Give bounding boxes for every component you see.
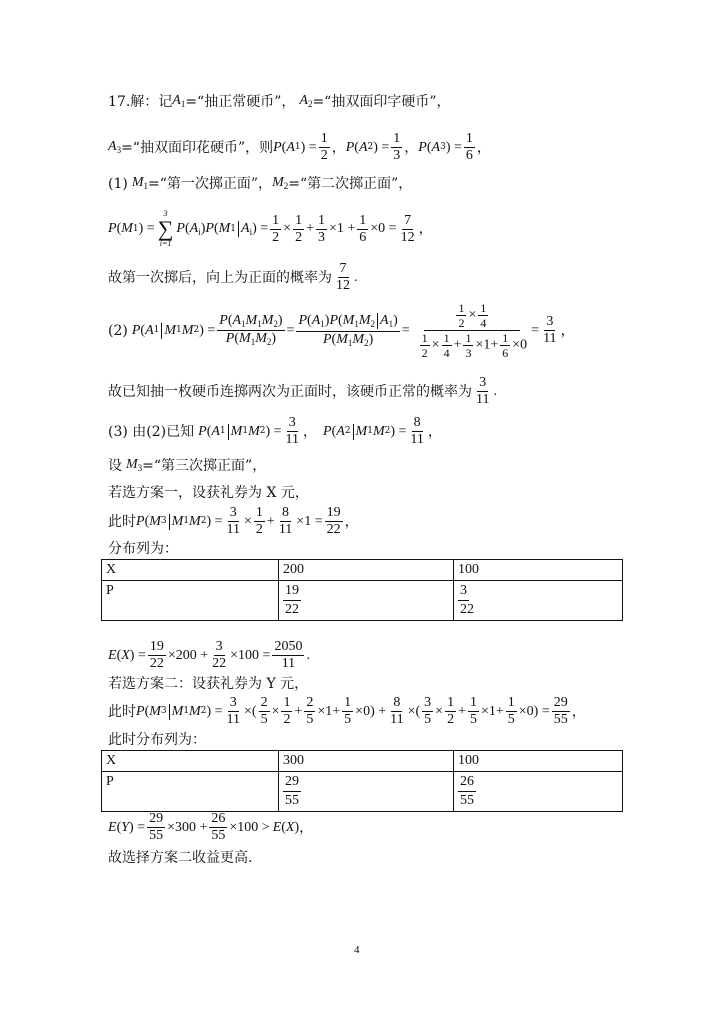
line-9: 设 $M_3$ =“第三次掷正面”， xyxy=(108,457,267,474)
line-12: 分布列为： xyxy=(108,541,178,557)
table-row: X 300 100 xyxy=(102,751,623,772)
page-number: 4 xyxy=(354,944,360,956)
sigma-symbol: 3 ∑ i=1 xyxy=(157,209,174,248)
line-11-formula: 此时 P ( M 3 M 1 M 2 ) = $\frac{3}{11}$ × $\frac{1}{2}$ + $\frac{8}{11}$ ×1 = $\frac{19}{22}$ ， xyxy=(108,505,359,537)
line-10: 若选方案一，设获礼券为 X 元， xyxy=(108,485,309,501)
line-5: 故第一次掷后，向上为正面的概率为 7 12 . xyxy=(108,261,358,293)
line-7: 故已知抽一枚硬币连掷两次为正面时，该硬币正常的概率为 3 11 . xyxy=(108,375,497,407)
line-18: 故选择方案二收益更高. xyxy=(108,850,253,866)
table-row: P $\frac{19}{22}$ $\frac{3}{22}$ xyxy=(102,581,623,621)
distribution-table-2 xyxy=(101,750,623,812)
line-4-formula: P ( M 1 ) = 3 ∑ i=1 P ( $A_i$ ) P ( M 1 $A_i$ ) = $\frac{1}{2}$ × $\frac{1}{2}$ + $\frac{1}{3}$ ×1 + $\frac{1}{6}$ ×0 = $\frac{7}{12}$ ， xyxy=(108,209,433,248)
frac: $\frac{1}{2}$ xyxy=(320,131,328,163)
line-3: (1) $M_1$ =“第一次掷正面”， $M_2$ =“第二次掷正面”， xyxy=(108,175,413,192)
line-6-formula: (2) P ( A 1 M 1 M 2 ) = $\frac{P(A_1M_1M_2)}{P(M_1M_2)}$ = $\frac{P(A_1)P(M_1M_2 A_1)}{P(M_1M_2)}$ = $\frac{1}{2}$ × $\frac{1}{4}$ $\frac{1}{2}$ × $\frac{1}{4}$ + $\frac{1}{3}$ ×1+ $\frac{1}{6}$ ×0 = $\frac{3}{11}$ ， xyxy=(108,301,575,360)
line-1: 17.解：记 $A_1$ =“抽正常硬币”， $A_2$ =“抽双面印字硬币”， xyxy=(108,93,451,110)
line-8: (3) 由(2)已知 P ( A 1 M 1 M 2 ) = $\frac{3}{11}$ ， P ( A 2 M 1 M 2 ) = $\frac{8}{11}$ ， xyxy=(108,415,442,447)
distribution-table-1 xyxy=(101,559,623,621)
line-2: $A_3$ =“抽双面印花硬币”，则 P ( A 1 ) = $\frac{1}{2}$ ， P ( A 2 ) = $\frac{1}{3}$ ， P ( A 3 ) = $\frac{1}{6}$ ， xyxy=(108,131,491,163)
line-13-formula: E ( X ) = $\frac{19}{22}$ ×200 + $\frac{3}{22}$ ×100 = $\frac{2050}{11}$ . xyxy=(108,639,310,671)
line-17-formula: E ( Y ) = $\frac{29}{55}$ ×300 + $\frac{26}{55}$ ×100 > E ( X ) ， xyxy=(108,811,314,843)
table-row: X 200 100 xyxy=(102,560,623,581)
line-16: 此时分布列为： xyxy=(108,732,206,748)
table-row: P $\frac{29}{55}$ $\frac{26}{55}$ xyxy=(102,772,623,812)
line-14: 若选方案二：设获礼券为 Y 元， xyxy=(108,676,309,692)
line-15-formula: 此时 P ( M 3 M 1 M 2 ) = $\frac{3}{11}$ ×( $\frac{2}{5}$ × $\frac{1}{2}$ + $\frac{2}{5}$ ×1+ $\frac{1}{5}$ ×0) + $\frac{8}{11}$ ×( $\frac{3}{5}$ × $\frac{1}{2}$ + $\frac{1}{5}$ ×1+ $\frac{1}{5}$ ×0) = $\frac{29}{55}$ ， xyxy=(108,695,586,727)
